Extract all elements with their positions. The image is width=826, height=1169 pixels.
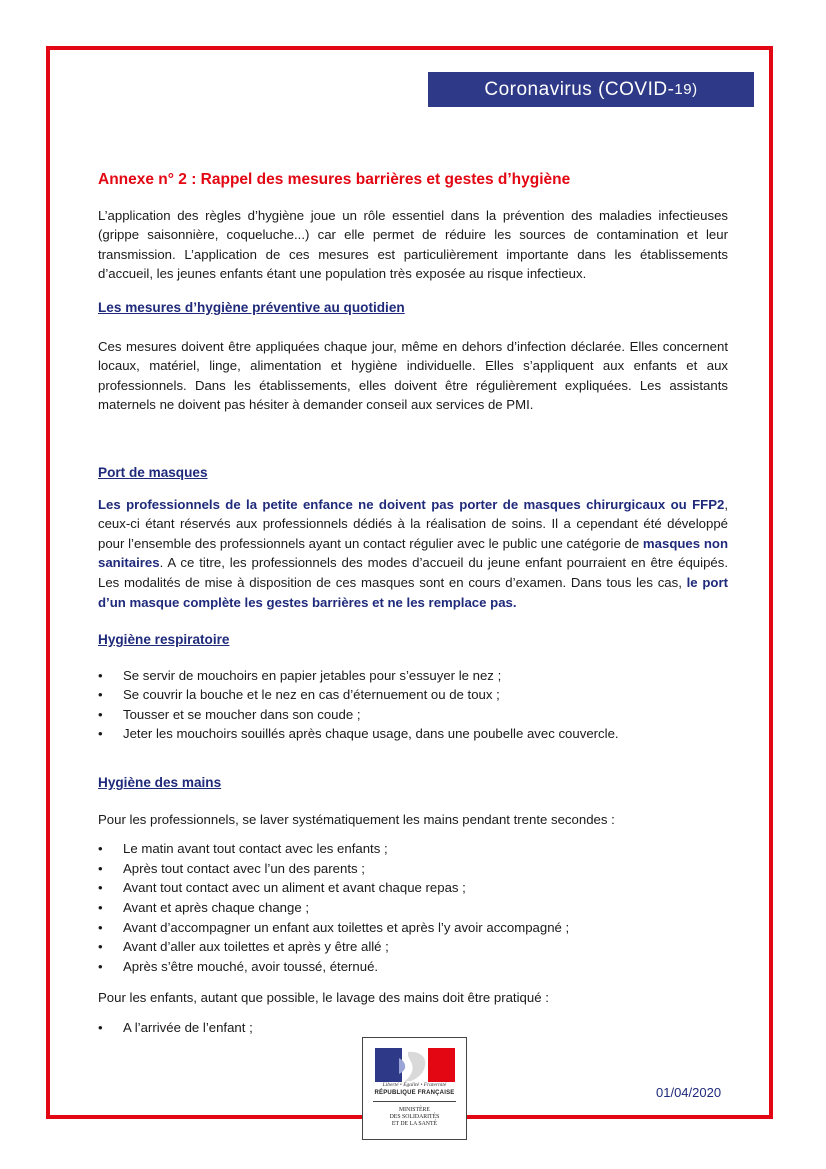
list-item: • Le matin avant tout contact avec les enfants ; [98, 839, 728, 859]
list-item: • Tousser et se moucher dans son coude ; [98, 705, 728, 725]
list-item: • Après tout contact avec l’un des parents ; [98, 859, 728, 879]
republic-name: RÉPUBLIQUE FRANÇAISE [374, 1090, 455, 1096]
intro-paragraph: L’application des règles d’hygiène joue un rôle essentiel dans la prévention des maladies infectieuses (grippe saisonnière, coqueluche...) car elle permet de réduire les sources de contamination et leur transmission. L’application de ces mesures est particulièrement importante dans les établissements d’accueil, les jeunes enfants étant une population très exposée au risque infectieux. [98, 207, 728, 282]
document-date: 01/04/2020 [656, 1085, 722, 1100]
heading-masks: Port de masques [98, 464, 208, 480]
hands-pros-list [98, 839, 728, 976]
masks-text-1: , ceux-ci étant réservés aux professionnels dédiés à la réalisation de soins. Il a cependant été développé pour l’ensemble des professionnels ayant un contact régulier avec le public une catégorie de [98, 496, 728, 551]
logo-divider [373, 1101, 456, 1102]
ministry-line-1: MINISTÈRE [399, 1107, 430, 1113]
ministry-line-3: ET DE LA SANTÉ [391, 1121, 438, 1127]
banner-title-suffix: 19) [674, 81, 698, 98]
list-item: • A l’arrivée de l’enfant ; [98, 1018, 728, 1038]
list-item: • Avant tout contact avec un aliment et avant chaque repas ; [98, 878, 728, 898]
list-item: • Se couvrir la bouche et le nez en cas d’éternuement ou de toux ; [98, 685, 728, 705]
list-item: • Avant et après chaque change ; [98, 898, 728, 918]
masks-bold-2: masques non sanitaires [98, 535, 728, 571]
republic-motto: Liberté • Égalité • Fraternité [382, 1082, 447, 1088]
header-banner [428, 72, 754, 107]
list-item: • Avant d’accompagner un enfant aux toilettes et après l’y avoir accompagné ; [98, 918, 728, 938]
list-item: • Jeter les mouchoirs souillés après chaque usage, dans une poubelle avec couvercle. [98, 724, 728, 744]
hands-intro-kids: Pour les enfants, autant que possible, le lavage des mains doit être pratiqué : [98, 990, 549, 1006]
republic-logo [362, 1037, 467, 1140]
marianne-flag-icon [375, 1048, 455, 1082]
ministry-name [363, 1107, 466, 1128]
document-body [98, 170, 728, 1038]
respiratory-list [98, 666, 728, 744]
heading-hands: Hygiène des mains [98, 775, 222, 791]
list-item: • Avant d’aller aux toilettes et après y être allé ; [98, 937, 728, 957]
ministry-line-2: DES SOLIDARITÉS [389, 1114, 440, 1120]
list-item: • Après s’être mouché, avoir toussé, éternué. [98, 957, 728, 977]
masks-bold-1: Les professionnels de la petite enfance ne doivent pas porter de masques chirurgicaux ou FFP2 [98, 496, 725, 512]
list-item: • Se servir de mouchoirs en papier jetables pour s’essuyer le nez ; [98, 666, 728, 686]
heading-preventive: Les mesures d’hygiène préventive au quotidien [98, 299, 405, 315]
hands-kids-list [98, 1018, 728, 1038]
banner-title: Coronavirus (COVID- [484, 78, 675, 100]
masks-paragraph [98, 495, 728, 613]
masks-text-2: . A ce titre, les professionnels des modes d’accueil du jeune enfant pourraient en être équipés. Les modalités de mise à disposition de ces masques sont en cours d’examen. Dans tous les cas, [98, 555, 728, 590]
annex-title: Annexe n° 2 : Rappel des mesures barrières et gestes d’hygiène [98, 171, 571, 188]
masks-bold-3: le port d’un masque complète les gestes barrières et ne les remplace pas. [98, 574, 728, 610]
preventive-paragraph: Ces mesures doivent être appliquées chaque jour, même en dehors d’infection déclarée. Elles concernent locaux, matériel, linge, alimentation et hygiène individuelle. Elles s’appliquent aux enfants et aux professionnels. Dans les établissements, elles doivent être régulièrement expliquées. Les assistants maternels ne doivent pas hésiter à demander conseil aux services de PMI. [98, 338, 728, 413]
hands-intro-pros: Pour les professionnels, se laver systématiquement les mains pendant trente secondes : [98, 811, 615, 827]
heading-respiratory: Hygiène respiratoire [98, 632, 230, 648]
